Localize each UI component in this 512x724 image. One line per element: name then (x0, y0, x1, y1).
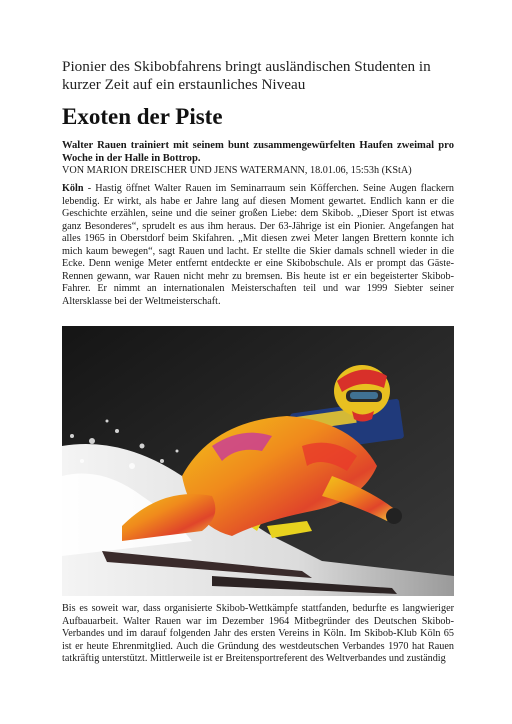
article-kicker: Pionier des Skibobfahrens bringt ausländischen Studenten in kurzer Zeit auf ein erstaunliches Niveau (62, 58, 431, 93)
article-photo (62, 326, 454, 596)
article-paragraph-1-text: - Hastig öffnet Walter Rauen im Seminarraum sein Köfferchen. Seine Augen flackern lebendig. Er wirkt, als habe er Jahre lang auf diesen Moment gewartet. Endlich kann er die Geschichte erzählen, seine und die seiner großen Liebe: dem Skibob. „Dieser Sport ist etwas ganz Besonderes“, sprudelt es aus ihm heraus. Der 63-Jährige ist ein Pionier. Angefangen hat alles 1965 in Oberstdorf beim Skifahren. „Mit diesen zwei Meter langen Brettern konnte ich mich kaum bewegen“, sagt Rauen und lacht. Er stellte die Skier damals schnell wieder in die Ecke. Denn wenige Meter entfernt entdeckte er eine Skibobschule. Als er prompt das Gäste-Rennen gewann, war Rauen nicht mehr zu bremsen. Bis heute ist er ein begeisterter Skibob-Fahrer. Er nimmt an internationalen Meisterschaften teil und war 1999 Siebter seiner Altersklasse bei der Weltmeisterschaft. (62, 183, 454, 307)
article-paragraph-2: Bis es soweit war, dass organisierte Skibob-Wettkämpfe stattfanden, bedurfte es langwieriger Aufbauarbeit. Walter Rauen war im Dezember 1964 Mitbegründer des Deutschen Skibob-Verbandes und im darauf folgenden Jahr des ersten Vereins in Köln. Im Skibob-Klub Köln 65 ist er heute Ehrenmitglied. Auch die Gründung des westdeutschen Verbandes 1970 hat Rauen tatkräftig unterstützt. Mittlerweile ist er Breitensportreferent des Weltverbandes und zuständig (62, 603, 454, 664)
article-headline: Exoten der Piste (62, 104, 223, 129)
article-dateline: Köln (62, 183, 84, 194)
skibob-racer-image (62, 326, 454, 596)
article-lead: Walter Rauen trainiert mit seinem bunt zusammengewürfelten Haufen zweimal pro Woche in der Halle in Bottrop. (62, 140, 454, 164)
article-byline: VON MARION DREISCHER UND JENS WATERMANN, 18.01.06, 15:53h (KStA) (62, 165, 412, 176)
article-paragraph-1 (62, 183, 454, 308)
